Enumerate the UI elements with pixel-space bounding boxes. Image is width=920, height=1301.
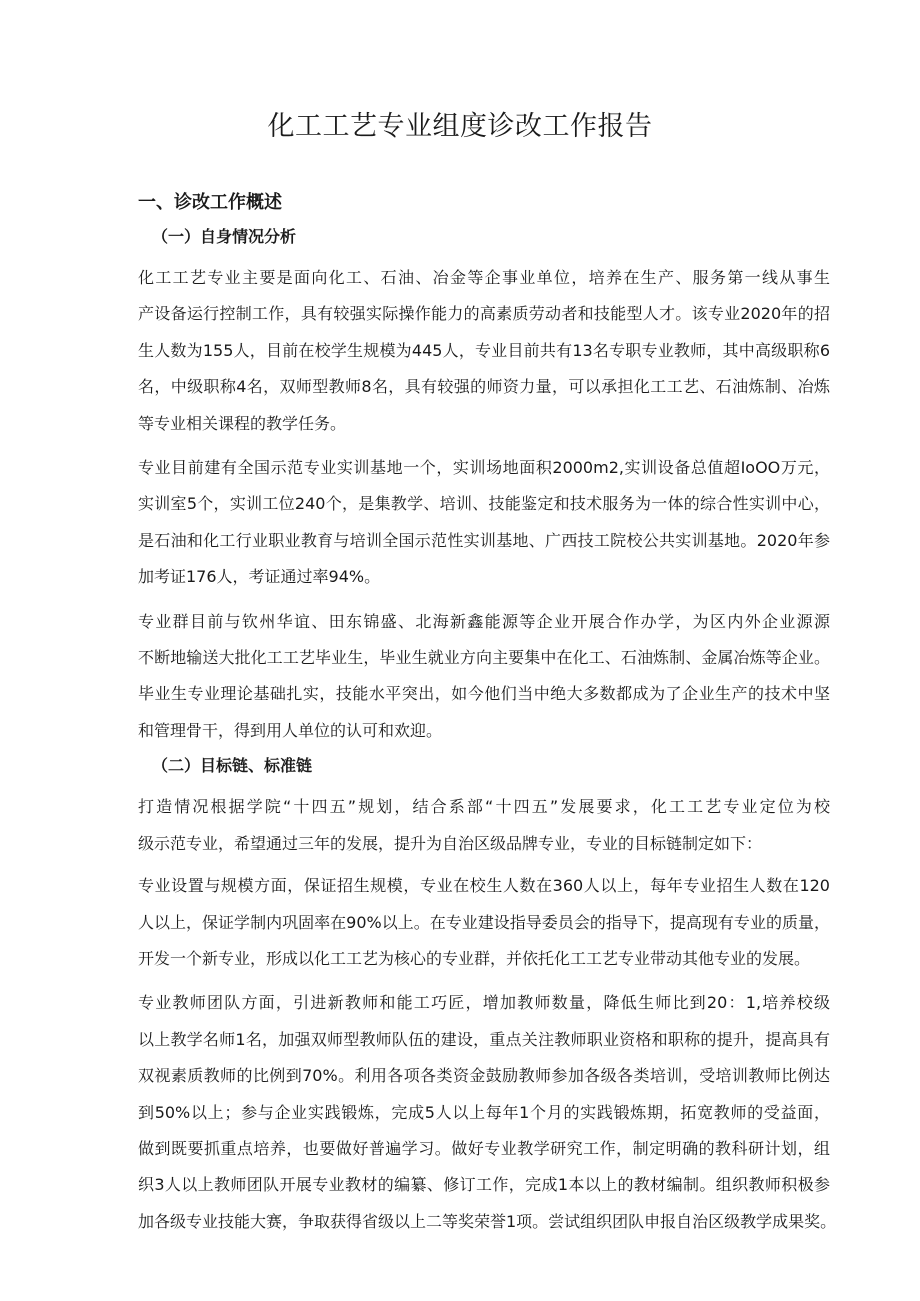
- text-line: 实训室5个，实训工位240个，是集教学、培训、技能鉴定和技术服务为一体的综合性实训中心，: [138, 494, 830, 514]
- text-line: 不断地输送大批化工工艺毕业生，毕业生就业方向主要集中在化工、石油炼制、金属冶炼等企业。: [138, 648, 830, 668]
- text-line: 织3人以上教师团队开展专业教材的编纂、修订工作，完成1本以上的教材编制。组织教师积极参: [138, 1175, 830, 1195]
- text-line: 开发一个新专业，形成以化工工艺为核心的专业群，并依托化工工艺专业带动其他专业的发展。: [138, 948, 811, 968]
- text-line: 人以上，保证学制内巩固率在90%以上。在专业建设指导委员会的指导下，提高现有专业的质量，: [138, 912, 830, 932]
- paragraph-self-analysis-2: [138, 450, 830, 596]
- text-line: 等专业相关课程的教学任务。: [138, 413, 347, 433]
- subsection-heading-goal-chain: （二）目标链、标准链: [152, 756, 313, 776]
- text-line: 加各级专业技能大赛，争取获得省级以上二等奖荣誉1项。尝试组织团队申报自治区级教学成果奖。: [138, 1211, 837, 1231]
- paragraph-self-analysis-1: [138, 260, 830, 442]
- text-line: 双视素质教师的比例到70%。利用各项各类资金鼓励教师参加各级各类培训，受培训教师比例达: [138, 1066, 830, 1086]
- text-line: 名，中级职称4名，双师型教师8名，具有较强的师资力量，可以承担化工工艺、石油炼制、冶炼: [138, 377, 830, 397]
- subsection-heading-self-analysis: （一）自身情况分析: [152, 227, 297, 246]
- text-line: 专业设置与规模方面，保证招生规模，专业在校生人数在360人以上，每年专业招生人数在120: [138, 876, 830, 896]
- text-line: 产设备运行控制工作，具有较强实际操作能力的高素质劳动者和技能型人才。该专业2020年的招: [138, 304, 830, 324]
- text-line: 专业群目前与钦州华谊、田东锦盛、北海新鑫能源等企业开展合作办学，为区内外企业源源: [138, 611, 830, 631]
- text-line: 打造情况根据学院“十四五”规划，结合系部“十四五”发展要求，化工工艺专业定位为校: [138, 797, 830, 817]
- text-line: 化工工艺专业主要是面向化工、石油、冶金等企事业单位，培养在生产、服务第一线从事生: [138, 268, 830, 287]
- page-title: 化工工艺专业组度诊改工作报告: [267, 111, 653, 142]
- section-heading-overview: 一、诊改工作概述: [138, 192, 282, 213]
- text-line: 级示范专业，希望通过三年的发展，提升为自治区级品牌专业，专业的目标链制定如下：: [138, 833, 763, 853]
- text-line: 专业目前建有全国示范专业实训基地一个，实训场地面积2000m2,实训设备总值超IoOO万元，: [138, 458, 830, 478]
- text-line: 加考证176人，考证通过率94%。: [138, 567, 381, 587]
- text-line: 到50%以上；参与企业实践锻炼，完成5人以上每年1个月的实践锻炼期，拓宽教师的受益面，: [138, 1102, 830, 1122]
- paragraph-goal-chain-3: [138, 985, 837, 1240]
- text-line: 和管理骨干，得到用人单位的认可和欢迎。: [138, 720, 443, 740]
- text-line: 以上教学名师1名，加强双师型教师队伍的建设，重点关注教师职业资格和职称的提升，提高具有: [138, 1029, 830, 1049]
- paragraph-goal-chain-2: [138, 868, 830, 977]
- paragraph-self-analysis-3: [138, 604, 830, 750]
- document-body: [138, 186, 837, 1240]
- text-line: 生人数为155人，目前在校学生规模为445人，专业目前共有13名专职专业教师，其中高级职称6: [138, 340, 830, 360]
- text-line: 做到既要抓重点培养，也要做好普遍学习。做好专业教学研究工作，制定明确的教科研计划，组: [138, 1138, 830, 1158]
- paragraph-goal-chain-1: [138, 789, 830, 862]
- text-line: 是石油和化工行业职业教育与培训全国示范性实训基地、广西技工院校公共实训基地。2020年参: [138, 530, 830, 550]
- text-line: 毕业生专业理论基础扎实，技能水平突出，如今他们当中绝大多数都成为了企业生产的技术中坚: [138, 684, 830, 704]
- text-line: 专业教师团队方面，引进新教师和能工巧匠，增加教师数量，降低生师比到20：1,培养校级: [138, 993, 830, 1013]
